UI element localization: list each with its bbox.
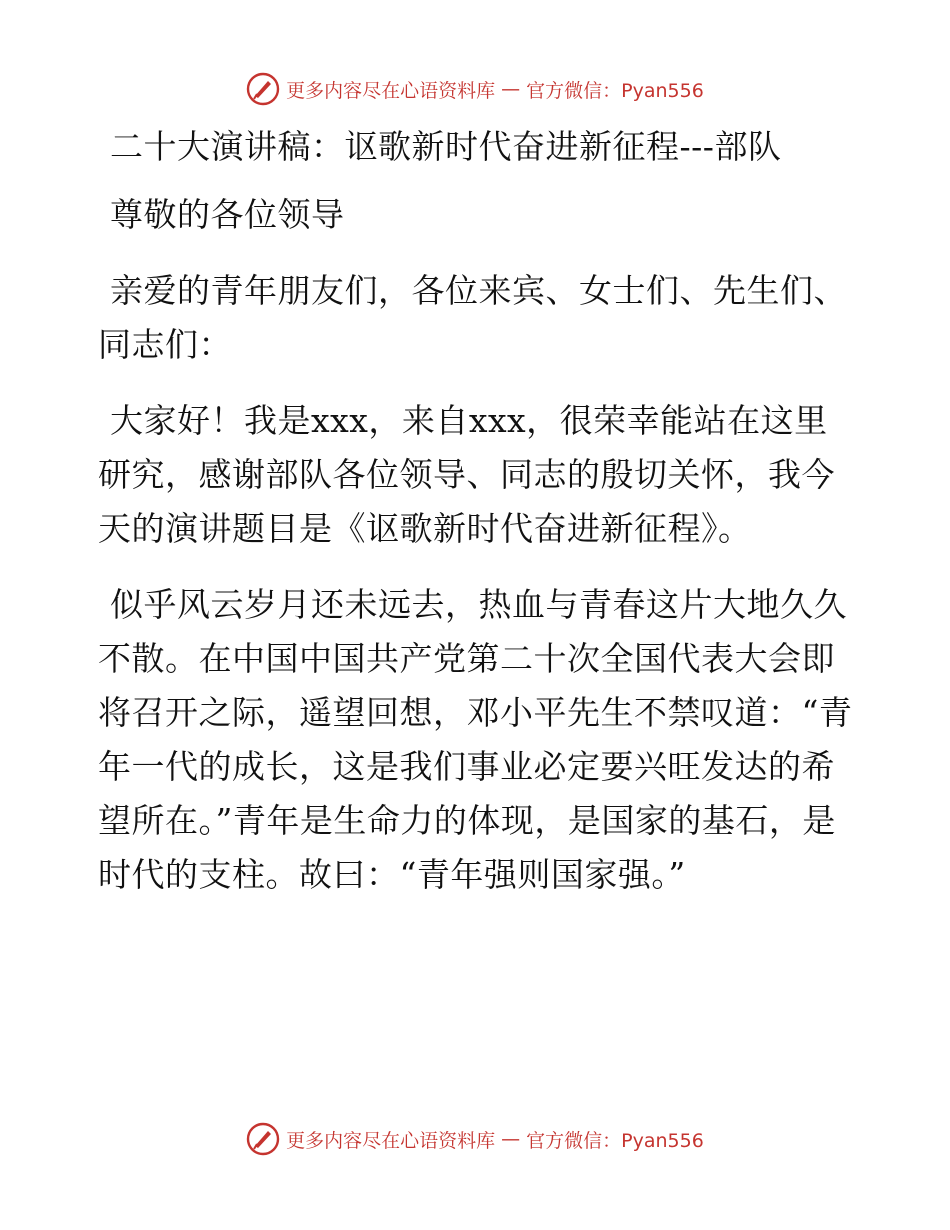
header-watermark: [0, 72, 950, 106]
salutation-leaders: 尊敬的各位领导: [110, 195, 345, 234]
watermark-wechat: 官方微信：Pyan556: [526, 79, 704, 102]
document-title: 二十大演讲稿：讴歌新时代奋进新征程---部队: [110, 127, 782, 166]
footer-watermark: [0, 1122, 950, 1156]
quill-logo-icon: [246, 1122, 280, 1156]
watermark-text: 更多内容尽在心语资料库: [286, 79, 496, 102]
watermark-separator: —: [501, 1128, 521, 1150]
watermark-separator: —: [501, 78, 521, 100]
salutation-guests: 亲爱的青年朋友们，各位来宾、女士们、先生们、同志们：: [98, 271, 847, 364]
paragraph-body: 似乎风云岁月还未远去，热血与青春这片大地久久不散。在中国中国共产党第二十次全国代表大会即将召开之际，遥望回想，邓小平先生不禁叹道：“青年一代的成长，这是我们事业必定要兴旺发达的希望所在。”青年是生命力的体现，是国家的基石，是时代的支柱。故曰：“青年强则国家强。”: [98, 585, 853, 894]
watermark-wechat: 官方微信：Pyan556: [526, 1129, 704, 1152]
document-body: [98, 120, 858, 924]
quill-logo-icon: [246, 72, 280, 106]
watermark-text: 更多内容尽在心语资料库: [286, 1129, 496, 1152]
paragraph-intro: 大家好！我是xxx，来自xxx，很荣幸能站在这里研究，感谢部队各位领导、同志的殷切关怀，我今天的演讲题目是《讴歌新时代奋进新征程》。: [98, 401, 835, 548]
